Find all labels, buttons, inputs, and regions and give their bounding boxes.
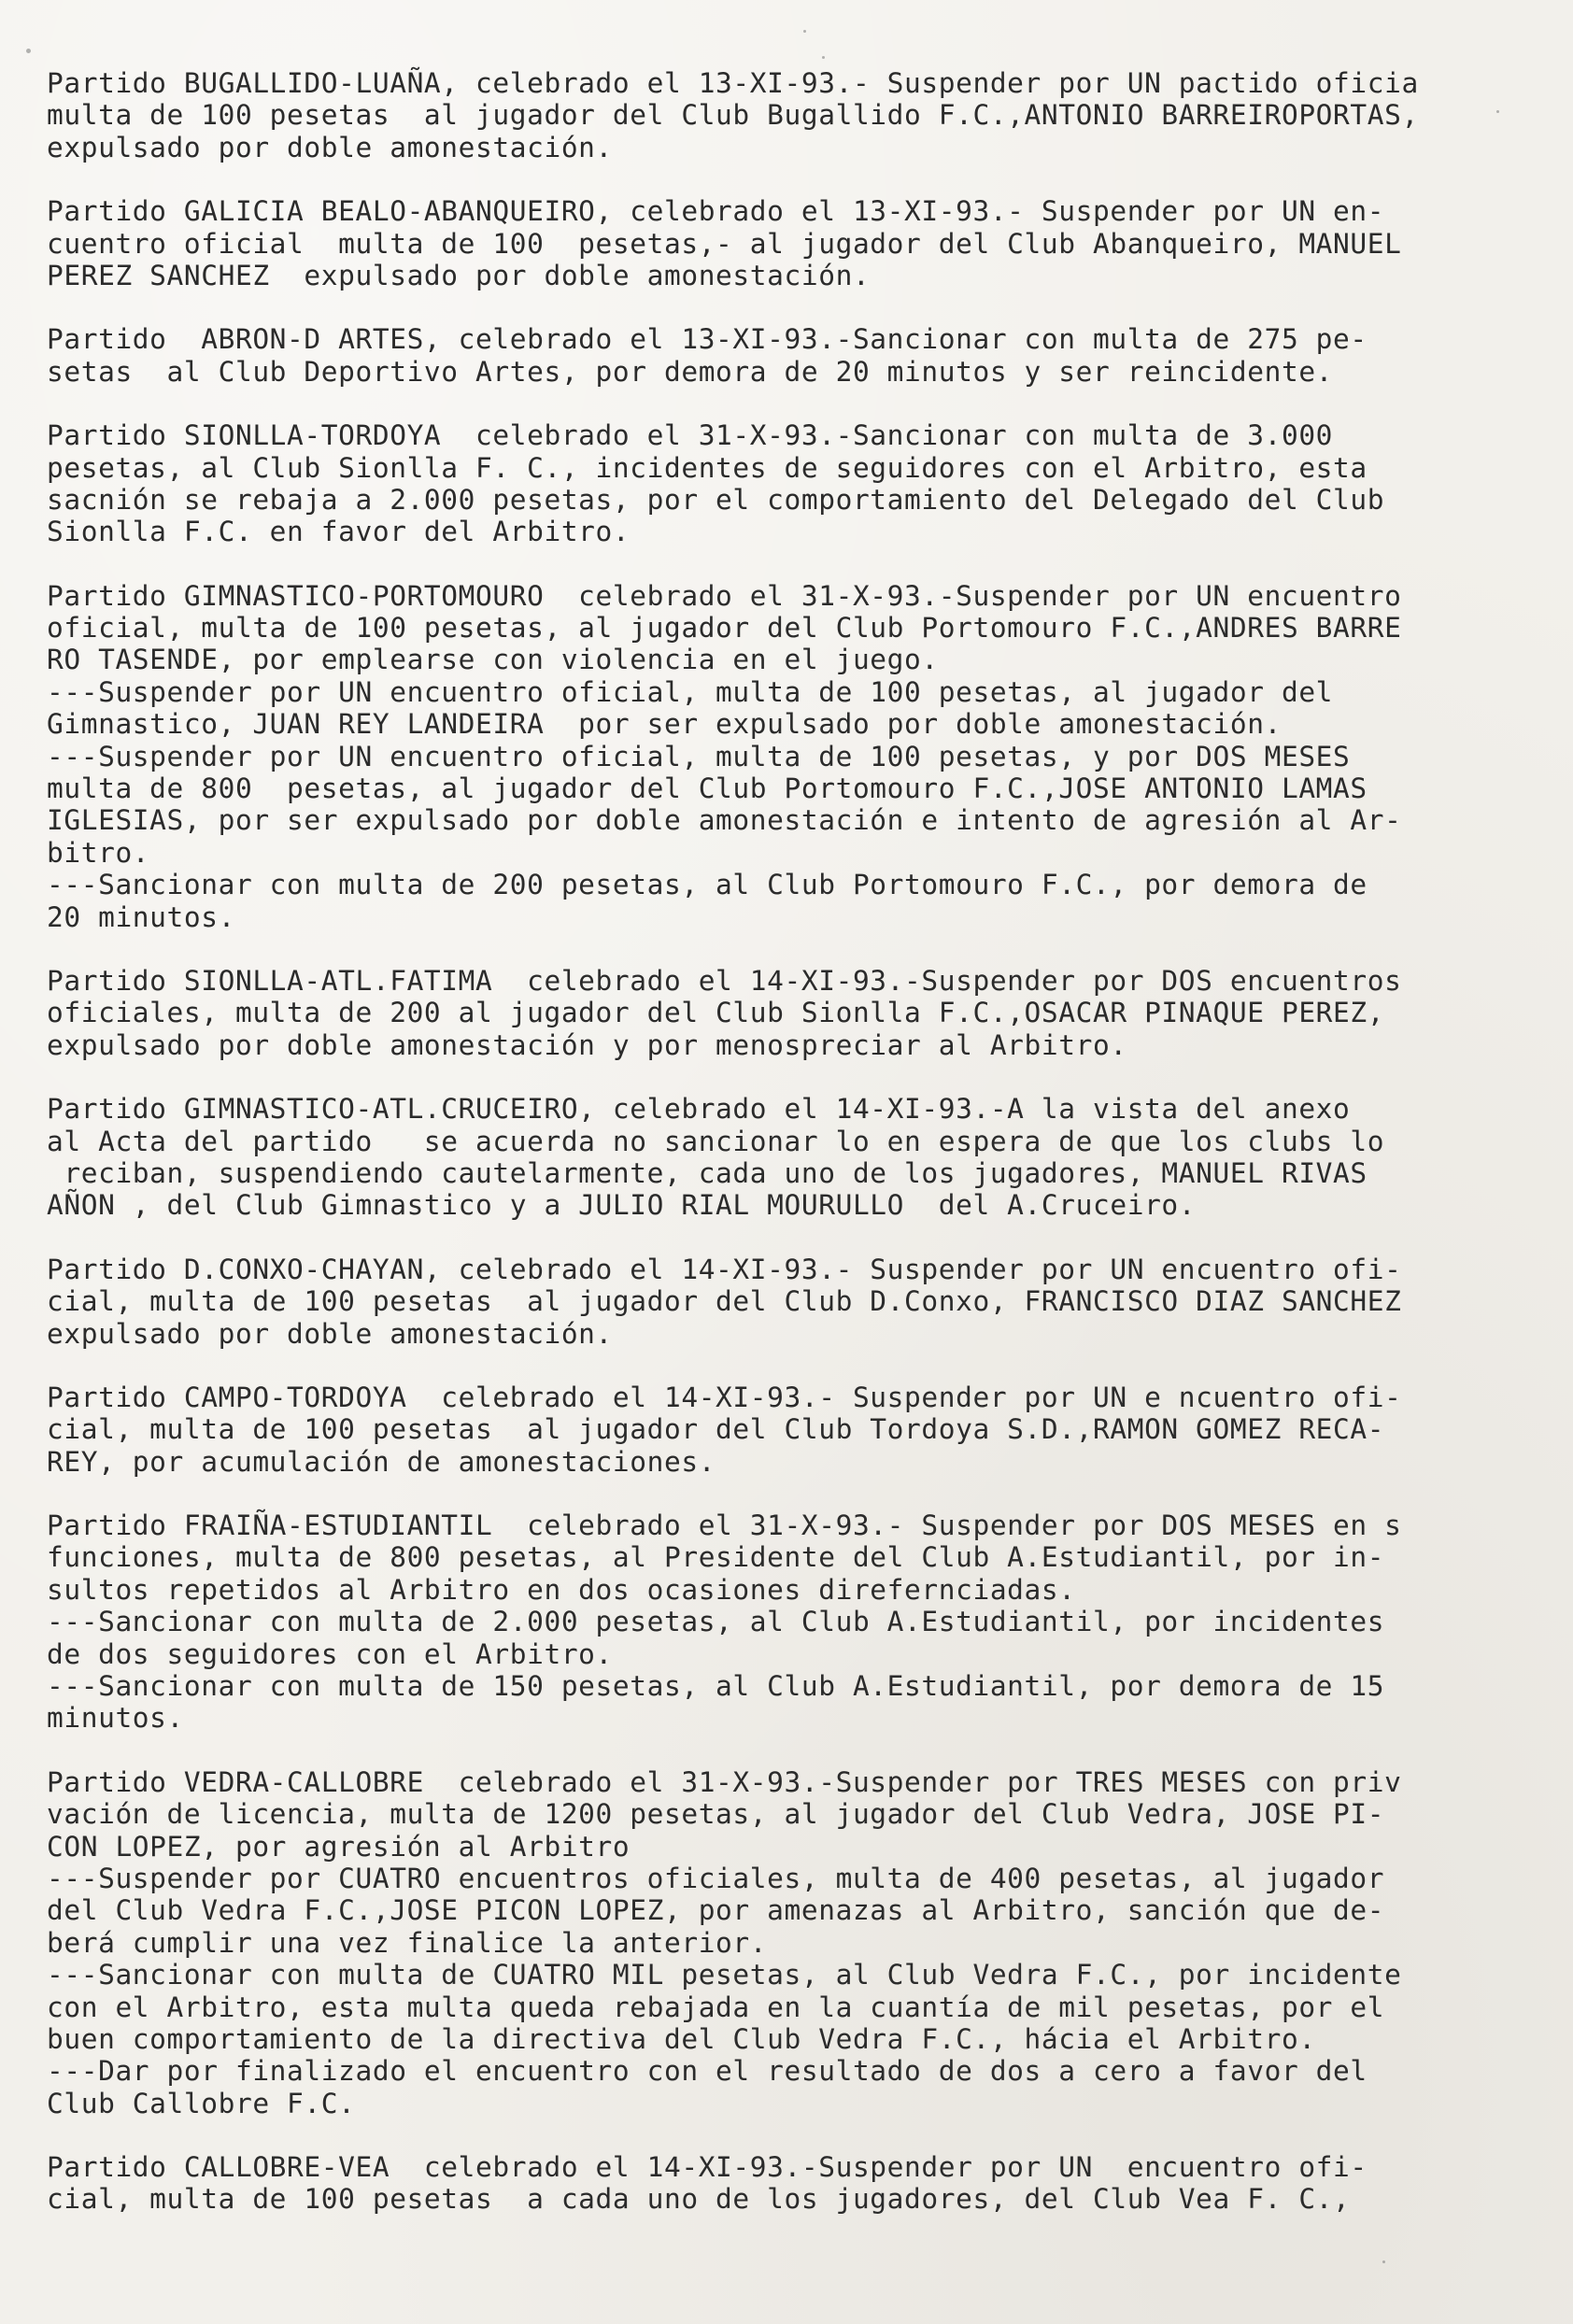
resolution-paragraph — [47, 580, 1541, 933]
scan-speck — [1382, 2260, 1385, 2263]
text-line: 20 minutos. — [47, 900, 235, 933]
text-line: ---Suspender por CUATRO encuentros oficiales, multa de 400 pesetas, al jugador — [47, 1862, 1385, 1894]
text-line: al Acta del partido se acuerda no sancionar lo en espera de que los clubs lo — [47, 1125, 1385, 1157]
text-line: oficial, multa de 100 pesetas, al jugador del Club Portomouro F.C.,ANDRES BARRE — [47, 612, 1402, 645]
text-line: Partido CAMPO-TORDOYA celebrado el 14-XI-93.- Suspender por UN e ncuentro ofi- — [47, 1381, 1402, 1413]
text-line: minutos. — [47, 1702, 184, 1735]
text-line: ---Sancionar con multa de CUATRO MIL pesetas, al Club Vedra F.C., por incidente — [47, 1959, 1402, 1991]
text-line: ---Dar por finalizado el encuentro con el resultado de dos a cero a favor del — [47, 2055, 1368, 2088]
text-line: RO TASENDE, por emplearse con violencia en el juego. — [47, 644, 939, 676]
text-line: vación de licencia, multa de 1200 pesetas, al jugador del Club Vedra, JOSE PI- — [47, 1798, 1385, 1831]
text-line: Sionlla F.C. en favor del Arbitro. — [47, 516, 631, 548]
text-line: con el Arbitro, esta multa queda rebajada en la cuantía de mil pesetas, por el — [47, 1991, 1385, 2023]
text-line: sacnión se rebaja a 2.000 pesetas, por el comportamiento del Delegado del Club — [47, 483, 1385, 516]
text-line: Partido VEDRA-CALLOBRE celebrado el 31-X-93.-Suspender por TRES MESES con priv — [47, 1765, 1402, 1798]
text-line: expulsado por doble amonestación. — [47, 1317, 613, 1350]
scan-speck — [822, 56, 825, 59]
text-line: ---Sancionar con multa de 200 pesetas, al Club Portomouro F.C., por demora de — [47, 869, 1368, 901]
scan-speck — [26, 49, 31, 53]
text-line: cuentro oficial multa de 100 pesetas,- al jugador del Club Abanqueiro, MANUEL — [47, 227, 1402, 260]
text-line: Partido SIONLLA-TORDOYA celebrado el 31-X-93.-Sancionar con multa de 3.000 — [47, 419, 1334, 452]
text-line: multa de 100 pesetas al jugador del Club Bugallido F.C.,ANTONIO BARREIROPORTAS, — [47, 99, 1419, 132]
text-line: Partido D.CONXO-CHAYAN, celebrado el 14-XI-93.- Suspender por UN encuentro ofi- — [47, 1253, 1402, 1285]
text-line: Partido FRAIÑA-ESTUDIANTIL celebrado el 31-X-93.- Suspender por DOS MESES en s — [47, 1509, 1402, 1542]
text-line: reciban, suspendiendo cautelarmente, cada uno de los jugadores, MANUEL RIVAS — [47, 1156, 1368, 1189]
resolution-paragraph — [47, 1093, 1541, 1222]
text-line: multa de 800 pesetas, al jugador del Club Portomouro F.C.,JOSE ANTONIO LAMAS — [47, 772, 1368, 805]
text-line: Partido CALLOBRE-VEA celebrado el 14-XI-93.-Suspender por UN encuentro ofi- — [47, 2151, 1368, 2184]
text-line: del Club Vedra F.C.,JOSE PICON LOPEZ, por amenazas al Arbitro, sanción que de- — [47, 1894, 1385, 1927]
resolution-paragraph — [47, 1254, 1541, 1350]
scan-speck — [803, 30, 806, 33]
text-line: expulsado por doble amonestación y por menospreciar al Arbitro. — [47, 1028, 1127, 1061]
text-line: ---Suspender por UN encuentro oficial, multa de 100 pesetas, y por DOS MESES — [47, 740, 1351, 772]
text-line: berá cumplir una vez finalice la anterior. — [47, 1926, 768, 1959]
resolution-paragraph — [47, 965, 1541, 1061]
text-line: cial, multa de 100 pesetas al jugador del Club Tordoya S.D.,RAMON GOMEZ RECA- — [47, 1413, 1385, 1446]
text-line: PEREZ SANCHEZ expulsado por doble amonestación. — [47, 259, 871, 291]
resolution-paragraph — [47, 195, 1541, 291]
text-line: cial, multa de 100 pesetas al jugador del Club D.Conxo, FRANCISCO DIAZ SANCHEZ — [47, 1285, 1402, 1318]
document-text — [47, 67, 1541, 2247]
resolution-paragraph — [47, 323, 1541, 388]
text-line: bitro. — [47, 836, 150, 869]
resolution-paragraph — [47, 1509, 1541, 1735]
text-line: Partido BUGALLIDO-LUAÑA, celebrado el 13-XI-93.- Suspender por UN pactido oficia — [47, 67, 1419, 99]
text-line: Partido ABRON-D ARTES, celebrado el 13-XI-93.-Sancionar con multa de 275 pe- — [47, 323, 1368, 356]
text-line: expulsado por doble amonestación. — [47, 131, 613, 163]
text-line: Partido GIMNASTICO-ATL.CRUCEIRO, celebrado el 14-XI-93.-A la vista del anexo — [47, 1093, 1351, 1126]
resolution-paragraph — [47, 1766, 1541, 2119]
text-line: de dos seguidores con el Arbitro. — [47, 1637, 613, 1670]
text-line: Club Callobre F.C. — [47, 2087, 356, 2119]
resolution-paragraph — [47, 419, 1541, 548]
text-line: oficiales, multa de 200 al jugador del Club Sionlla F.C.,OSACAR PINAQUE PEREZ, — [47, 997, 1385, 1029]
text-line: Partido GIMNASTICO-PORTOMOURO celebrado el 31-X-93.-Suspender por UN encuentro — [47, 579, 1402, 612]
text-line: AÑON , del Club Gimnastico y a JULIO RIAL MOURULLO del A.Cruceiro. — [47, 1189, 1197, 1222]
text-line: IGLESIAS, por ser expulsado por doble amonestación e intento de agresión al Ar- — [47, 804, 1402, 837]
text-line: setas al Club Deportivo Artes, por demora de 20 minutos y ser reincidente. — [47, 355, 1334, 388]
text-line: pesetas, al Club Sionlla F. C., incidentes de seguidores con el Arbitro, esta — [47, 451, 1368, 484]
text-line: CON LOPEZ, por agresión al Arbitro — [47, 1830, 631, 1863]
text-line: buen comportamiento de la directiva del Club Vedra F.C., hácia el Arbitro. — [47, 2022, 1316, 2055]
text-line: REY, por acumulación de amonestaciones. — [47, 1445, 716, 1478]
text-line: ---Sancionar con multa de 150 pesetas, al Club A.Estudiantil, por demora de 15 — [47, 1670, 1385, 1703]
text-line: funciones, multa de 800 pesetas, al Presidente del Club A.Estudiantil, por in- — [47, 1541, 1385, 1574]
text-line: cial, multa de 100 pesetas a cada uno de los jugadores, del Club Vea F. C., — [47, 2183, 1351, 2216]
resolution-paragraph — [47, 1382, 1541, 1478]
text-line: Partido SIONLLA-ATL.FATIMA celebrado el 14-XI-93.-Suspender por DOS encuentros — [47, 964, 1402, 997]
resolution-paragraph — [47, 2151, 1541, 2216]
text-line: Gimnastico, JUAN REY LANDEIRA por ser expulsado por doble amonestación. — [47, 708, 1282, 741]
resolution-paragraph — [47, 67, 1541, 163]
text-line: ---Suspender por UN encuentro oficial, multa de 100 pesetas, al jugador del — [47, 675, 1334, 708]
text-line: sultos repetidos al Arbitro en dos ocasiones direfernciadas. — [47, 1573, 1076, 1606]
text-line: ---Sancionar con multa de 2.000 pesetas, al Club A.Estudiantil, por incidentes — [47, 1606, 1385, 1638]
text-line: Partido GALICIA BEALO-ABANQUEIRO, celebrado el 13-XI-93.- Suspender por UN en- — [47, 195, 1385, 228]
